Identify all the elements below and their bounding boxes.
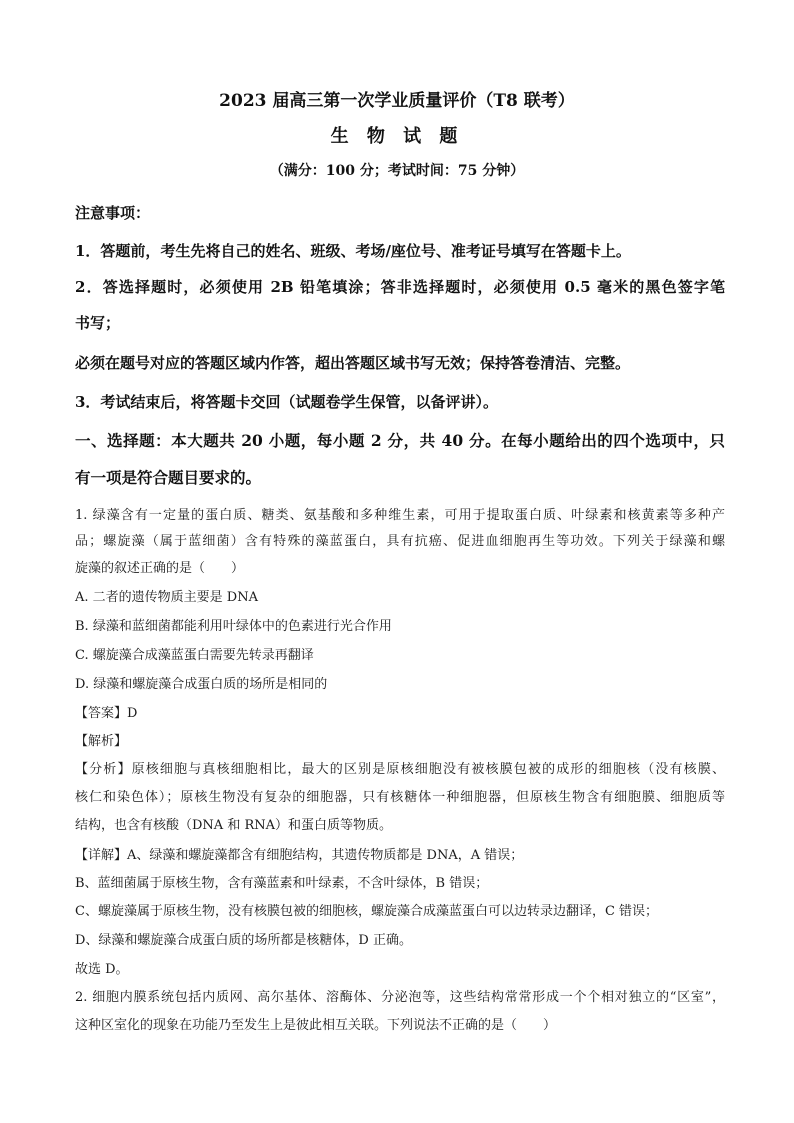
notice-item-2-cont: 书写； bbox=[75, 314, 121, 332]
exam-meta: （满分：100 分；考试时间：75 分钟） bbox=[269, 163, 525, 179]
question-1-analysis-tag: 【解析】 bbox=[75, 734, 128, 749]
notice-item-1: 1．答题前，考生先将自己的姓名、班级、考场/座位号、准考证号填写在答题卡上。 bbox=[75, 242, 631, 260]
notice-item-2-cont: 必须在题号对应的答题区域内作答，超出答题区域书写无效；保持答卷清洁、完整。 bbox=[75, 354, 631, 372]
question-1-answer: 【答案】D bbox=[75, 706, 138, 721]
question-2-stem: 2. 细胞内膜系统包括内质网、高尔基体、溶酶体、分泌泡等，这些结构常常形成一个个相对独立的“区室”， bbox=[75, 990, 725, 1005]
notice-item-3: 3．考试结束后，将答题卡交回（试题卷学生保管，以备评讲）。 bbox=[75, 393, 498, 411]
question-1-analysis: 结构，也含有核酸（DNA 和 RNA）和蛋白质等物质。 bbox=[75, 818, 393, 833]
question-1-analysis: 【分析】原核细胞与真核细胞相比，最大的区别是原核细胞没有被核膜包被的成形的细胞核（没有核膜、 bbox=[75, 762, 725, 777]
question-1-explanation-a: 【详解】A、绿藻和螺旋藻都含有细胞结构，其遗传物质都是 DNA，A 错误； bbox=[75, 848, 524, 863]
question-1-explanation-d: D、绿藻和螺旋藻合成蛋白质的场所都是核糖体，D 正确。 bbox=[75, 933, 412, 948]
section-heading: 一、选择题：本大题共 20 小题，每小题 2 分，共 40 分。在每小题给出的四个选项中，只 bbox=[75, 431, 725, 450]
question-1-explanation-c: C、螺旋藻属于原核生物，没有核膜包被的细胞核，螺旋藻合成藻蓝蛋白可以边转录边翻译，C 错误； bbox=[75, 904, 659, 919]
section-heading-cont: 有一项是符合题目要求的。 bbox=[75, 468, 262, 487]
exam-title: 2023 届高三第一次学业质量评价（T8 联考） bbox=[219, 91, 575, 111]
question-1-conclusion: 故选 D。 bbox=[75, 962, 129, 977]
question-1-option-a: A. 二者的遗传物质主要是 DNA bbox=[75, 590, 258, 605]
question-1-option-c: C. 螺旋藻合成藻蓝蛋白需要先转录再翻译 bbox=[75, 648, 314, 663]
notice-item-2: 2．答选择题时，必须使用 2B 铅笔填涂；答非选择题时，必须使用 0.5 毫米的黑色签字笔 bbox=[75, 278, 725, 296]
question-2-stem: 这种区室化的现象在功能乃至发生上是彼此相互关联。下列说法不正确的是（ ） bbox=[75, 1018, 557, 1033]
question-1-stem: 1. 绿藻含有一定量的蛋白质、糖类、氨基酸和多种维生素，可用于提取蛋白质、叶绿素和核黄素等多种产 bbox=[75, 508, 725, 523]
question-1-analysis: 核仁和染色体）；原核生物没有复杂的细胞器，只有核糖体一种细胞器，但原核生物含有细胞膜、细胞质等 bbox=[75, 790, 725, 805]
question-1-stem: 品；螺旋藻（属于蓝细菌）含有特殊的藻蓝蛋白，具有抗癌、促进血细胞再生等功效。下列关于绿藻和螺 bbox=[75, 534, 725, 549]
question-1-explanation-b: B、蓝细菌属于原核生物，含有藻蓝素和叶绿素，不含叶绿体，B 错误； bbox=[75, 876, 489, 891]
question-1-option-d: D. 绿藻和螺旋藻合成蛋白质的场所是相同的 bbox=[75, 677, 328, 692]
question-1-stem: 旋藻的叙述正确的是（ ） bbox=[75, 561, 245, 576]
exam-subject: 生 物 试 题 bbox=[330, 126, 464, 147]
notice-heading: 注意事项： bbox=[75, 204, 151, 222]
question-1-option-b: B. 绿藻和蓝细菌都能利用叶绿体中的色素进行光合作用 bbox=[75, 619, 392, 634]
